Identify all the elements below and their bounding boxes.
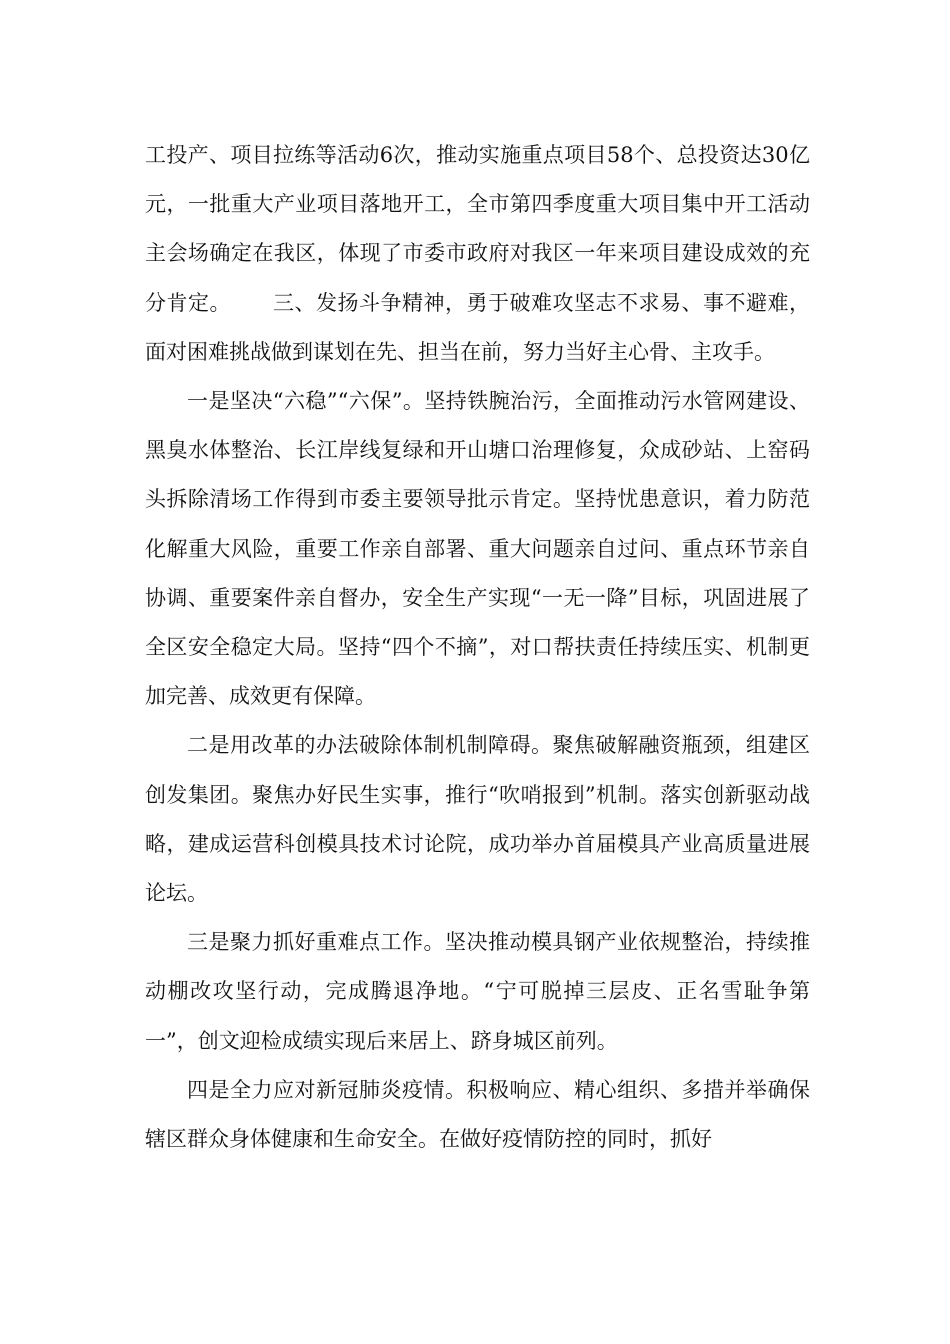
paragraph-1-text: 工投产、项目拉练等活动6次，推动实施重点项目58个、总投资达30亿元，一批重大产业项目落地开工，全市第四季度重大项目集中开工活动主会场确定在我区，体现了市委市政府对我区一年来项目建设成效的充分肯定。 — [145, 143, 810, 315]
paragraph-2: 一是坚决“六稳”“六保”。坚持铁腕治污，全面推动污水管网建设、黑臭水体整治、长江岸线复绿和开山塘口治理修复，众成砂站、上窑码头拆除清场工作得到市委主要领导批示肯定。坚持忧患意识，着力防范化解重大风险，重要工作亲自部署、重大问题亲自过问、重点环节亲自协调、重要案件亲自督办，安全生产实现“一无一降”目标，巩固进展了全区安全稳定大局。坚持“四个不摘”，对口帮扶责任持续压实、机制更加完善、成效更有保障。 — [145, 389, 810, 709]
paragraph-4: 三是聚力抓好重难点工作。坚决推动模具钢产业依规整治，持续推动棚改攻坚行动，完成腾退净地。“宁可脱掉三层皮、正名雪耻争第一”，创文迎检成绩实现后来居上、跻身城区前列。 — [145, 930, 810, 1053]
paragraph-3: 二是用改革的办法破除体制机制障碍。聚焦破解融资瓶颈，组建区创发集团。聚焦办好民生实事，推行“吹哨报到”机制。落实创新驱动战略，建成运营科创模具技术讨论院，成功举办首届模具产业高质量进展论坛。 — [145, 733, 810, 906]
paragraph-1 — [145, 131, 810, 377]
section-heading-inline: 三、发扬斗争精神，勇于破难攻坚志不求易、事不避难，面对困难挑战做到谋划在先、担当在前，努力当好主心骨、主攻手。 — [145, 290, 810, 364]
document-body — [145, 131, 810, 1164]
paragraph-5: 四是全力应对新冠肺炎疫情。积极响应、精心组织、多措并举确保辖区群众身体健康和生命安全。在做好疫情防控的同时，抓好 — [145, 1077, 810, 1152]
